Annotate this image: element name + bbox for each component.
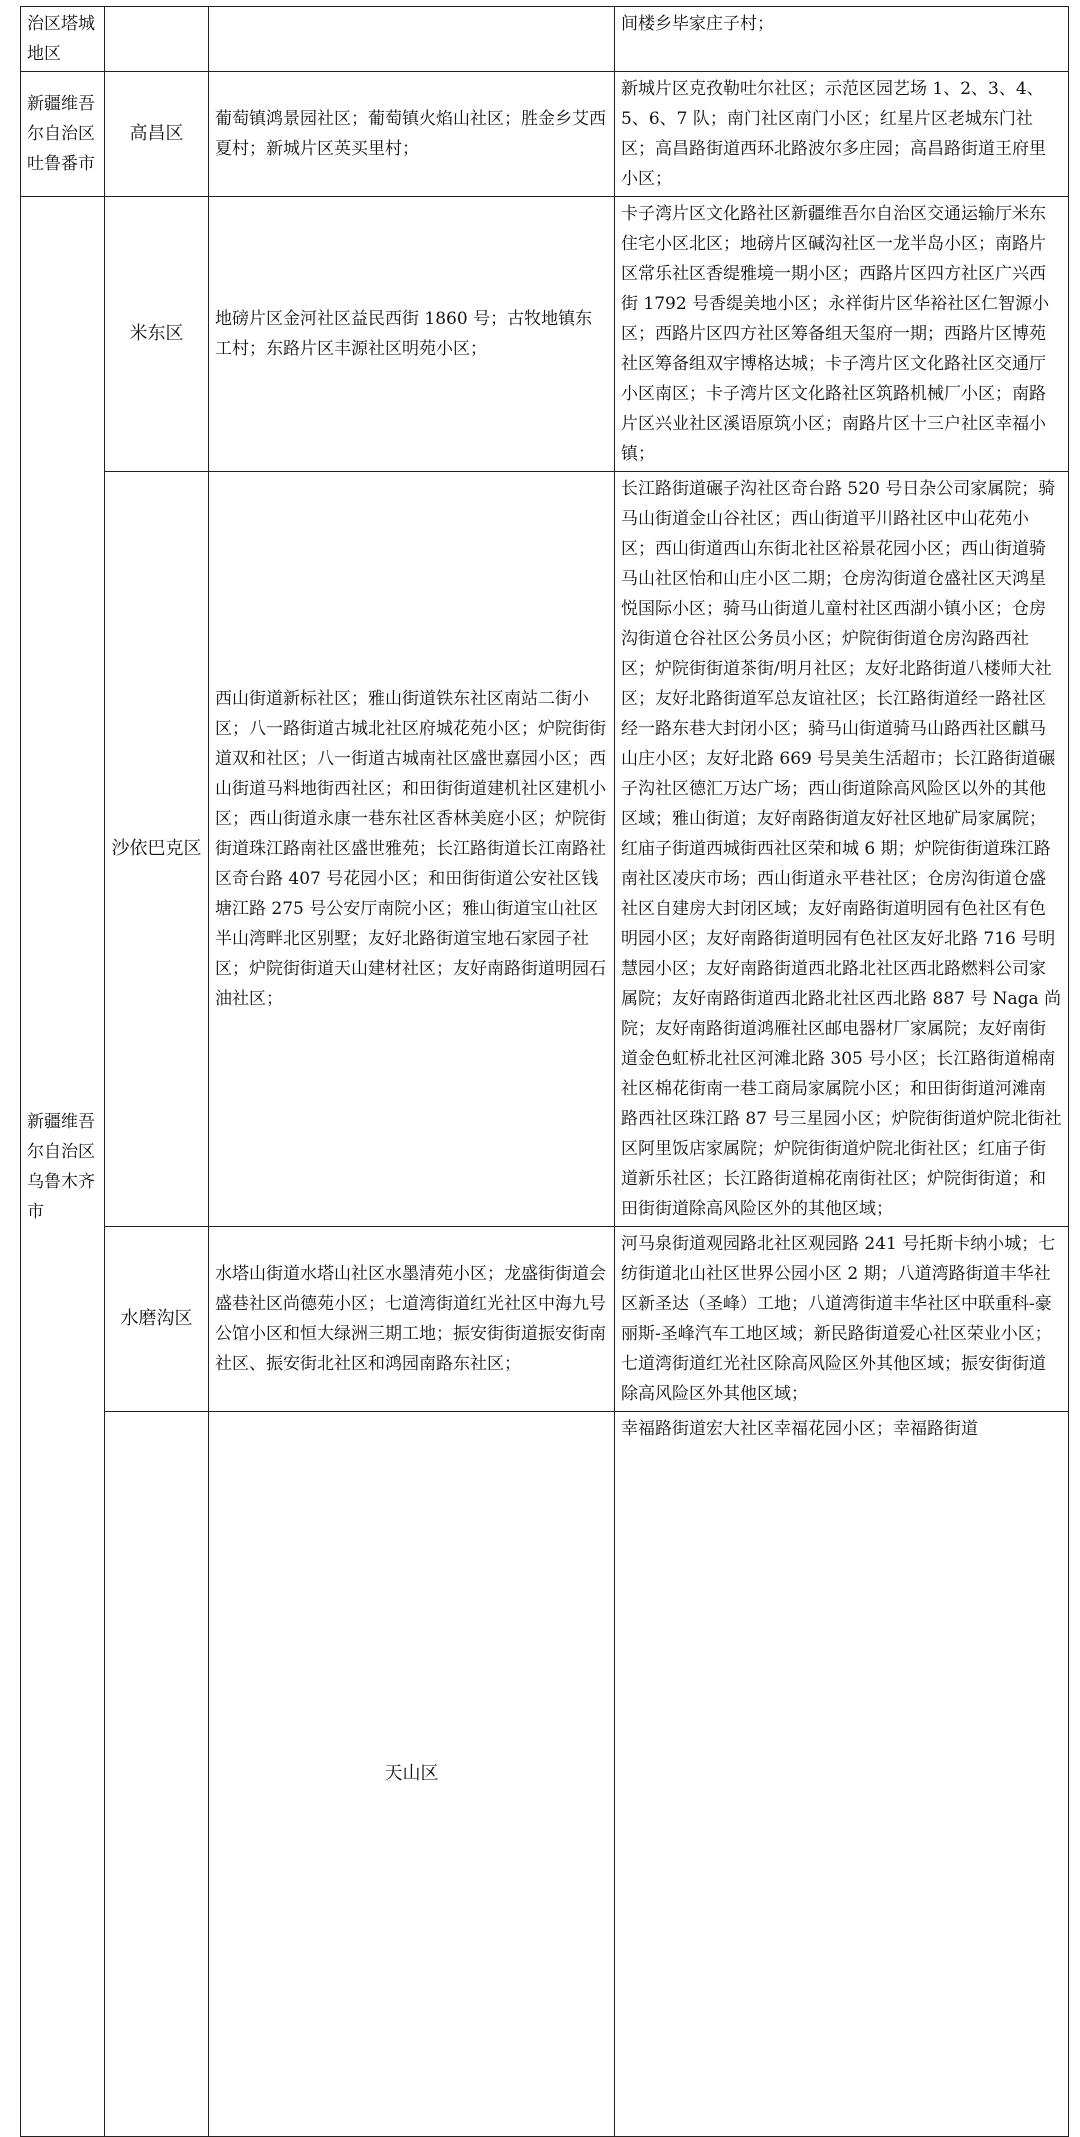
region-cell: 新疆维吾尔自治区乌鲁木齐市 bbox=[21, 197, 105, 2137]
low-risk-cell: 河马泉街道观园路北社区观园路 241 号托斯卡纳小城；七纺街道北山社区世界公园小区 2 期；八道湾路街道丰华社区新圣达（圣峰）工地；八道湾街道丰华社区中联重科-豪丽斯-圣峰汽车工地区域；新民路街道爱心社区荣业小区；七道湾街道红光社区除高风险区外其他区域；振安街街道除高风险区外其他区域； bbox=[615, 1227, 1069, 1412]
medium-risk-cell: 水塔山街道水塔山社区水墨清苑小区；龙盛街街道会盛巷社区尚德苑小区；七道湾街道红光社区中海九号公馆小区和恒大绿洲三期工地；振安街街道振安街南社区、振安街北社区和鸿园南路东社区； bbox=[209, 1227, 615, 1412]
region-cell: 新疆维吾尔自治区吐鲁番市 bbox=[21, 72, 105, 197]
district-cell: 沙依巴克区 bbox=[105, 472, 209, 1227]
region-cell: 治区塔城地区 bbox=[21, 7, 105, 72]
table-row bbox=[21, 197, 1069, 472]
risk-area-table bbox=[20, 6, 1069, 2137]
low-risk-cell: 新城片区克孜勒吐尔社区；示范区园艺场 1、2、3、4、5、6、7 队；南门社区南门小区；红星片区老城东门社区；高昌路街道西环北路波尔多庄园；高昌路街道王府里小区； bbox=[615, 72, 1069, 197]
low-risk-cell: 长江路街道碾子沟社区奇台路 520 号日杂公司家属院；骑马山街道金山谷社区；西山街道平川路社区中山花苑小区；西山街道西山东街北社区裕景花园小区；西山街道骑马山社区怡和山庄小区二期；仓房沟街道仓盛社区天鸿星悦国际小区；骑马山街道儿童村社区西湖小镇小区；仓房沟街道仓谷社区公务员小区；炉院街街道仓房沟路西社区；炉院街街道茶街/明月社区；友好北路街道八楼师大社区；友好北路街道军总友谊社区；长江路街道经一路社区经一路东巷大封闭小区；骑马山街道骑马山路西社区麒马山庄小区；友好北路 669 号昊美生活超市；长江路街道碾子沟社区德汇万达广场；西山街道除高风险区以外的其他区域；雅山街道；友好南路街道友好社区地矿局家属院；红庙子街道西城街西社区荣和城 6 期；炉院街街道珠江路南社区凌庆市场；西山街道永平巷社区；仓房沟街道仓盛社区自建房大封闭区域；友好南路街道明园有色社区有色明园小区；友好南路街道明园有色社区友好北路 716 号明慧园小区；友好南路街道西北路北社区西北路燃料公司家属院；友好南路街道西北路北社区西北路 887 号 Naga 尚院；友好南路街道鸿雁社区邮电器材厂家属院；友好南街道金色虹桥北社区河滩北路 305 号小区；长江路街道棉南社区棉花街南一巷工商局家属院小区；和田街街道河滩南路西社区珠江路 87 号三星园小区；炉院街街道炉院北街社区阿里饭店家属院；炉院街街道炉院北街社区；红庙子街道新乐社区；长江路街道棉花南街社区；炉院街街道；和田街街道除高风险区外的其他区域； bbox=[615, 472, 1069, 1227]
table-row bbox=[21, 1227, 1069, 1412]
table-row bbox=[21, 7, 1069, 72]
district-cell: 天山区 bbox=[209, 1412, 615, 2137]
table-row bbox=[21, 72, 1069, 197]
district-cell: 高昌区 bbox=[105, 72, 209, 197]
district-cell bbox=[105, 7, 209, 72]
medium-risk-cell: 幸福路街道宏大社区幸福花园小区；幸福路街道 bbox=[615, 1412, 1069, 2137]
region-cell bbox=[105, 1412, 209, 2137]
table-row bbox=[21, 1412, 1069, 2137]
medium-risk-cell: 地磅片区金河社区益民西街 1860 号；古牧地镇东工村；东路片区丰源社区明苑小区； bbox=[209, 197, 615, 472]
medium-risk-cell bbox=[209, 7, 615, 72]
district-cell: 水磨沟区 bbox=[105, 1227, 209, 1412]
table-row bbox=[21, 472, 1069, 1227]
low-risk-cell: 间楼乡毕家庄子村； bbox=[615, 7, 1069, 72]
low-risk-cell: 卡子湾片区文化路社区新疆维吾尔自治区交通运输厅米东住宅小区北区；地磅片区碱沟社区一龙半岛小区；南路片区常乐社区香缇雅境一期小区；西路片区四方社区广兴西街 1792 号香缇美地小区；永祥街片区华裕社区仁智源小区；西路片区四方社区筹备组天玺府一期；西路片区博苑社区筹备组双宇博格达城；卡子湾片区文化路社区交通厅小区南区；卡子湾片区文化路社区筑路机械厂小区；南路片区兴业社区溪语原筑小区；南路片区十三户社区幸福小镇； bbox=[615, 197, 1069, 472]
district-cell: 米东区 bbox=[105, 197, 209, 472]
medium-risk-cell: 葡萄镇鸿景园社区；葡萄镇火焰山社区；胜金乡艾西夏村；新城片区英买里村； bbox=[209, 72, 615, 197]
medium-risk-cell: 西山街道新标社区；雅山街道铁东社区南站二街小区；八一路街道古城北社区府城花苑小区；炉院街街道双和社区；八一街道古城南社区盛世嘉园小区；西山街道马料地街西社区；和田街街道建机社区建机小区；西山街道永康一巷东社区香林美庭小区；炉院街街道珠江路南社区盛世雅苑；长江路街道长江南路社区奇台路 407 号花园小区；和田街街道公安社区钱塘江路 275 号公安厅南院小区；雅山街道宝山社区半山湾畔北区别墅；友好北路街道宝地石家园子社区；炉院街街道天山建材社区；友好南路街道明园石油社区； bbox=[209, 472, 615, 1227]
